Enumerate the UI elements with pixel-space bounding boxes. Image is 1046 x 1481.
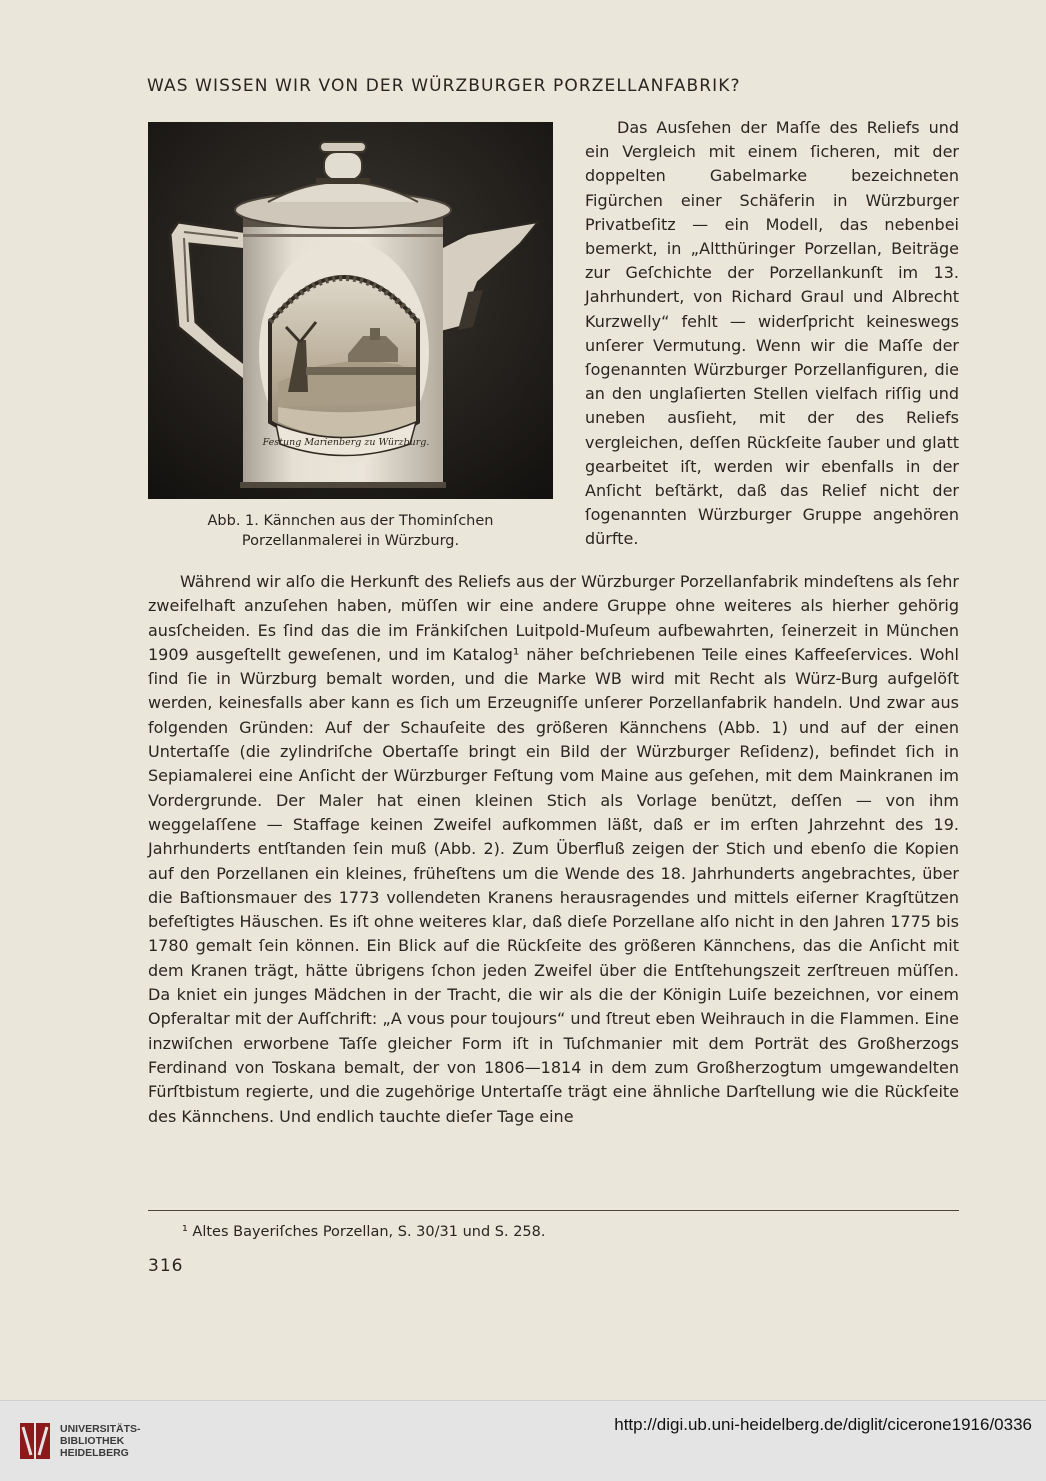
side-column-text xyxy=(585,116,959,552)
library-name-line-2: BIBLIOTHEK xyxy=(60,1435,125,1447)
source-url-link[interactable]: http://digi.ub.uni-heidelberg.de/diglit/cicerone1916/0336 xyxy=(614,1415,1032,1434)
page-number: 316 xyxy=(148,1256,184,1276)
teapot-illustration xyxy=(148,122,553,499)
cartouche-inscription: Festung Marienberg zu Würzburg. xyxy=(262,437,430,448)
caption-line-1: Abb. 1. Kännchen aus der Thominſchen xyxy=(207,513,494,529)
library-name-line-3: HEIDELBERG xyxy=(60,1447,129,1459)
running-title: WAS WISSEN WIR VON DER WÜRZBURGER PORZELLANFABRIK? xyxy=(147,76,741,96)
side-paragraph: Das Ausſehen der Maſſe des Reliefs und ein Vergleich mit einem ſicheren, mit der doppelten Gabelmarke bezeichneten Figürchen einer Schäferin in Würzburger Privatbeſitz — ein Modell, das nebenbei bemerkt, in „Altthüringer Porzellan, Beiträge zur Geſchichte der Porzellankunſt im 13. Jahrhundert, von Richard Graul und Albrecht Kurzwelly“ fehlt — widerſpricht keineswegs unſerer Vermutung. Wenn wir die Maſſe der ſogenannten Würzburger Porzellanfiguren, die an den unglaſierten Stellen vielfach riſſig und uneben ausſieht, mit der des Reliefs vergleichen, deſſen Rückſeite ſauber und glatt gearbeitet iſt, werden wir ebenfalls in der Anſicht beſtärkt, daß das Relief nicht der ſogenannten Würzburger Gruppe angehören dürfte. xyxy=(585,118,959,549)
main-body-text xyxy=(148,570,959,1129)
figure-caption xyxy=(148,511,553,551)
figure-teapot-photo xyxy=(148,122,553,499)
library-name xyxy=(60,1423,141,1459)
footnote: ¹ Altes Bayeriſches Porzellan, S. 30/31 und S. 258. xyxy=(182,1224,546,1240)
library-name-line-1: UNIVERSITÄTS- xyxy=(60,1423,141,1435)
library-logo-icon xyxy=(18,1421,54,1461)
library-footer-bar xyxy=(0,1400,1046,1481)
footnote-divider xyxy=(148,1210,959,1211)
body-paragraph: Während wir alſo die Herkunft des Reliefs aus der Würzburger Porzellanfabrik mindeſtens als ſehr zweifelhaft anzuſehen haben, müſſen wir eine andere Gruppe ohne weiteres als hierher gehörig ausſcheiden. Es ſind das die im Fränkiſchen Luitpold-Muſeum aufbewahrten, ſeinerzeit in München 1909 ausgeſtellt geweſenen, und im Katalog¹ näher beſchriebenen Teile eines Kaffeeſervices. Wohl ſind ſie in Würzburg bemalt worden, und die Marke WB wird mit Recht als Würz-Burg aufgelöſt werden, keinesfalls aber kann es ſich um Erzeugniſſe unſerer Porzellanfabrik handeln. Und zwar aus folgenden Gründen: Auf der Schauſeite des größeren Kännchens (Abb. 1) und auf der einen Untertaſſe (die zylindriſche Obertaſſe bringt ein Bild der Würzburger Reſidenz), befindet ſich in Sepiamalerei eine Anſicht der Würzburger Feſtung vom Maine aus geſehen, mit dem Mainkranen im Vordergrunde. Der Maler hat einen kleinen Stich als Vorlage benützt, deſſen — von ihm weggelaſſene — Staffage keinen Zweifel aufkommen läßt, daß er im erſten Jahrzehnt des 19. Jahrhunderts entſtanden ſein muß (Abb. 2). Zum Überfluß zeigen der Stich und ebenſo die Kopien auf den Porzellanen ein kleines, früheſtens um die Wende des 18. Jahrhunderts angebrachtes, über die Baſtionsmauer des 1773 vollendeten Kranens herausragendes und mittels eiſerner Kragſtützen befeſtigtes Häuschen. Es iſt ohne weiteres klar, daß dieſe Porzellane alſo nicht in den Jahren 1775 bis 1780 gemalt ſein können. Ein Blick auf die Rückſeite des größeren Kännchens, das die Anſicht mit dem Kranen trägt, hätte übrigens ſchon jeden Zweifel über die Entſtehungszeit zerſtreuen müſſen. Da kniet ein junges Mädchen in der Tracht, die wir als die der Königin Luiſe bezeichnen, vor einem Opferaltar mit der Aufſchrift: „A vous pour toujours“ und ſtreut eben Weihrauch in die Flammen. Eine inzwiſchen erworbene Taſſe gleicher Form iſt in Tuſchmanier mit dem Porträt des Großherzogs Ferdinand von Toskana bemalt, der von 1806—1814 in dem zum Großherzogtum umgewandelten Fürſtbistum regierte, und die zugehörige Untertaſſe trägt eine ähnliche Darſtellung wie die Rückſeite des Kännchens. Und endlich tauchte dieſer Tage eine xyxy=(148,572,959,1126)
caption-line-2: Porzellanmalerei in Würzburg. xyxy=(241,533,460,549)
